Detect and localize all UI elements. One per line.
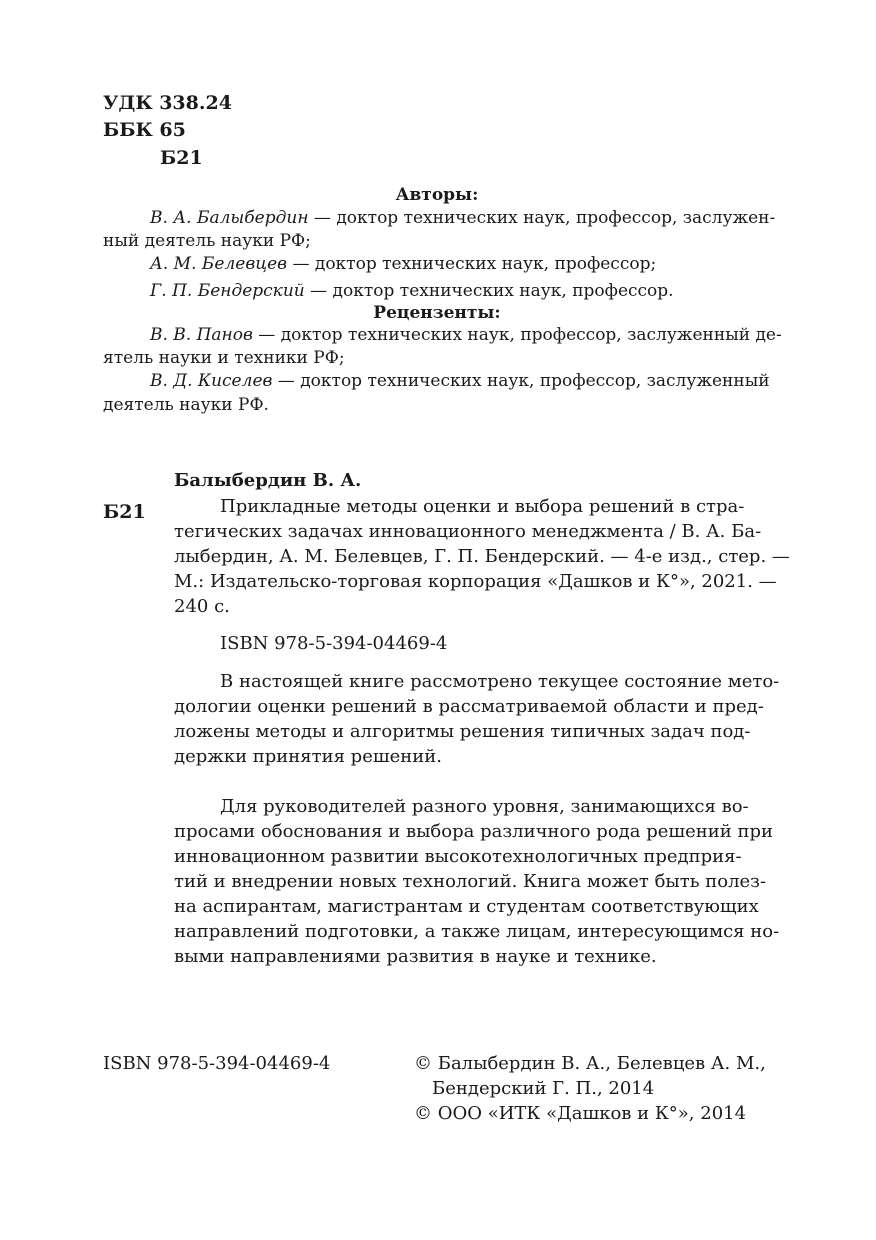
annotation-line: дологии оценки решений в рассматриваемой области и пред- [174,696,764,717]
bibliography-isbn: ISBN 978-5-394-04469-4 [220,633,448,654]
author-3-name: Г. П. Бендерский [150,281,305,301]
copyright-publisher: © ООО «ИТК «Дашков и К°», 2014 [414,1103,747,1124]
reviewer-1-credentials: — доктор технических наук, профессор, заслуженный де- [252,325,782,345]
author-2-name: А. М. Белевцев [150,254,288,274]
bibliography-line: Прикладные методы оценки и выбора решений в стра- [220,496,745,517]
author-3 [150,280,674,302]
annotation-line: просами обоснования и выбора различного рода решений при [174,821,773,842]
annotation-line: Для руководителей разного уровня, занимающихся во- [220,796,749,817]
annotation-line: держки принятия решений. [174,746,442,767]
author-2-credentials: — доктор технических наук, профессор; [287,254,657,274]
reviewer-2 [150,370,770,392]
bibliography-line: М.: Издательско-торговая корпорация «Дашков и К°», 2021. — [174,571,777,592]
copyright-authors-continued: Бендерский Г. П., 2014 [432,1078,655,1099]
reviewer-1-continued: ятель науки и техники РФ; [103,348,345,368]
copyright-authors: © Балыбердин В. А., Белевцев А. М., [414,1053,766,1074]
bibliography-line: 240 с. [174,596,230,617]
annotation-line: выми направлениями развития в науке и технике. [174,946,657,967]
author-2 [150,253,656,275]
reviewer-2-credentials: — доктор технических наук, профессор, заслуженный [272,371,770,391]
bibliography-line: тегических задачах инновационного менеджмента / В. А. Ба- [174,521,762,542]
annotation-line: В настоящей книге рассмотрено текущее состояние мето- [220,671,780,692]
author-1-credentials: — доктор технических наук, профессор, заслужен- [308,208,776,228]
author-mark: Б21 [160,147,203,169]
udk-code: УДК 338.24 [103,92,232,114]
annotation-line: инновационном развитии высокотехнологичных предприя- [174,846,742,867]
bibliography-author: Балыбердин В. А. [174,470,362,491]
author-1-name: В. А. Балыбердин [150,208,309,228]
annotation-line: тий и внедрении новых технологий. Книга может быть полез- [174,871,767,892]
footer-isbn: ISBN 978-5-394-04469-4 [103,1053,331,1074]
annotation-line: на аспирантам, магистрантам и студентам соответствующих [174,896,759,917]
annotation-line: ложены методы и алгоритмы решения типичных задач под- [174,721,751,742]
annotation-line: направлений подготовки, а также лицам, интересующимся но- [174,921,780,942]
reviewers-heading: Рецензенты: [373,303,501,323]
author-1-continued: ный деятель науки РФ; [103,231,311,251]
bibliography-code: Б21 [103,501,146,523]
reviewer-1-name: В. В. Панов [150,325,253,345]
reviewer-2-name: В. Д. Киселев [150,371,273,391]
author-1 [150,207,775,229]
bibliography-line: лыбердин, А. М. Белевцев, Г. П. Бендерский. — 4-е изд., стер. — [174,546,790,567]
author-3-credentials: — доктор технических наук, профессор. [304,281,674,301]
bbk-code: ББК 65 [103,119,186,141]
authors-heading: Авторы: [395,185,479,205]
reviewer-1 [150,324,782,346]
reviewer-2-continued: деятель науки РФ. [103,395,269,415]
